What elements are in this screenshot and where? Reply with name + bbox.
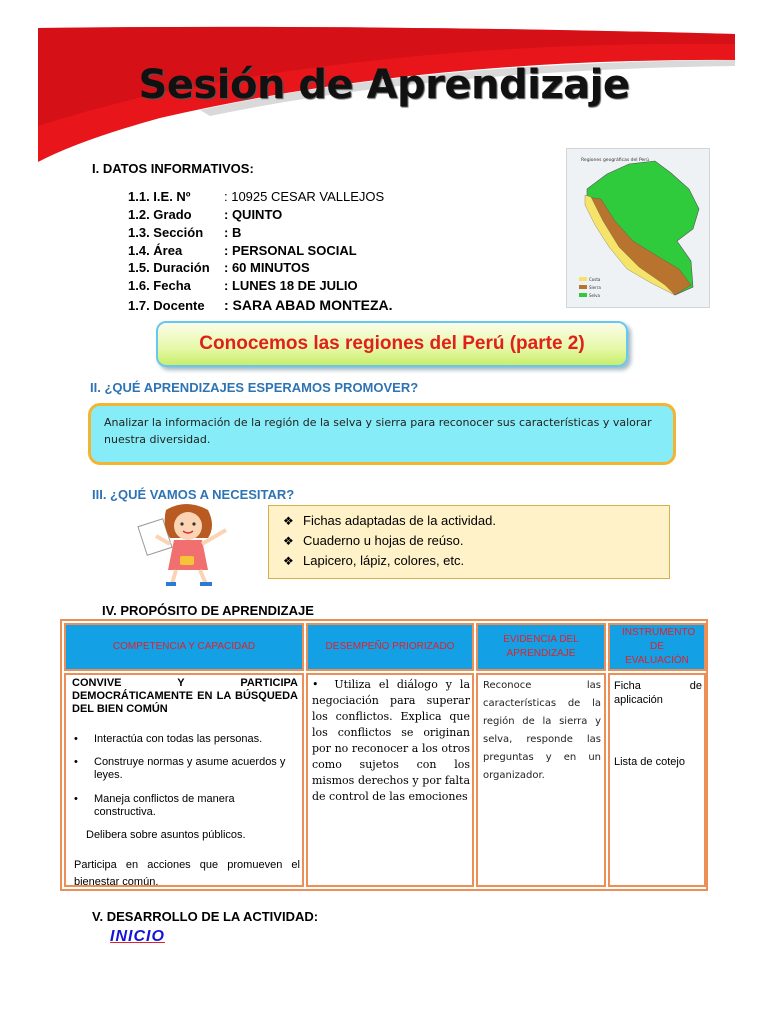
capacidad-participa: Participa en acciones que promueven el bienestar común.: [74, 859, 300, 888]
table-cell-instrumento: [608, 673, 706, 887]
section-1-heading: I. DATOS INFORMATIVOS:: [92, 161, 254, 176]
materials-box: [268, 505, 670, 579]
list-item: •: [74, 733, 78, 745]
section-5-heading: V. DESARROLLO DE LA ACTIVIDAD:: [92, 909, 319, 924]
table-header-desempeno: DESEMPEÑO PRIORIZADO: [306, 623, 474, 671]
capacidad-delibera: Delibera sobre asuntos públicos.: [86, 829, 246, 841]
map-title: Regiones geográficas del Perú: [581, 158, 649, 163]
capacidad-3: Maneja conflictos de manera constructiva.: [94, 793, 235, 818]
learning-goal-text: Analizar la información de la región de la selva y sierra para reconocer sus características y valorar nuestra diversidad.: [104, 416, 652, 446]
desempeno-text: Utiliza el diálogo y la negociación para superar los conflictos. Explica que los conflictos se originan por no reconocer a los otros como sujetos con los mismos derechos y por falta de control de las emociones: [312, 678, 471, 803]
info-row-grado: 1.2. Grado : QUINTO: [128, 207, 283, 222]
inicio-label: INICIO: [110, 928, 165, 945]
info-row-fecha: 1.6. Fecha : LUNES 18 DE JULIO: [128, 278, 358, 293]
evidencia-text: Reconoce las características de la región de la sierra y selva, responde las preguntas y en un organizador.: [483, 680, 601, 781]
list-item: •: [74, 756, 78, 768]
diamond-bullet-icon: ❖: [283, 514, 294, 528]
diamond-bullet-icon: ❖: [283, 554, 294, 568]
diamond-bullet-icon: ❖: [283, 534, 294, 548]
info-row-area: 1.4. Área : PERSONAL SOCIAL: [128, 243, 357, 258]
section-4-heading: IV. PROPÓSITO DE APRENDIZAJE: [102, 603, 314, 618]
list-item: •: [74, 793, 78, 805]
girl-illustration: [136, 500, 246, 588]
table-header-evidencia: EVIDENCIA DEL APRENDIZAJE: [476, 623, 606, 671]
map-legend-sierra: Sierra: [589, 285, 601, 290]
table-cell-evidencia: [476, 673, 606, 887]
materials-item: ❖ Cuaderno u hojas de reúso.: [283, 531, 669, 551]
map-legend-selva: Selva: [589, 293, 600, 298]
materials-item: ❖ Lapicero, lápiz, colores, etc.: [283, 551, 669, 571]
bullet-icon: •: [312, 678, 335, 691]
info-row-duracion: 1.5. Duración : 60 MINUTOS: [128, 260, 310, 275]
topic-title: Conocemos las regiones del Perú (parte 2): [199, 333, 585, 354]
learning-goal-box: [88, 403, 676, 465]
section-2-heading: II. ¿QUÉ APRENDIZAJES ESPERAMOS PROMOVER?: [90, 380, 419, 395]
map-legend-costa: Costa: [589, 277, 601, 282]
materials-item: ❖ Fichas adaptadas de la actividad.: [283, 511, 669, 531]
instrumento-2: Lista de cotejo: [614, 756, 685, 768]
instrumento-1: Ficha de aplicación: [614, 680, 702, 706]
topic-banner: [156, 321, 628, 367]
info-row-docente: 1.7. Docente : SARA ABAD MONTEZA.: [128, 297, 393, 313]
table-header-competencia: COMPETENCIA Y CAPACIDAD: [64, 623, 304, 671]
capacidad-2: Construye normas y asume acuerdos y leyes.: [94, 756, 286, 781]
info-row-seccion: 1.3. Sección : B: [128, 225, 242, 240]
competencia-title: CONVIVE Y PARTICIPA DEMOCRÁTICAMENTE EN LA BÚSQUEDA DEL BIEN COMÚN: [72, 677, 298, 715]
table-cell-desempeno: [306, 673, 474, 887]
capacidad-1: Interactúa con todas las personas.: [94, 733, 263, 745]
table-cell-competencia: [64, 673, 304, 887]
info-row-ie: 1.1. I.E. Nº : 10925 CESAR VALLEJOS: [128, 189, 385, 204]
table-header-instrumento: INSTRUMENTO DE EVALUACIÓN: [608, 623, 706, 671]
purpose-table: [60, 619, 708, 891]
page-title: Sesión de Aprendizaje: [138, 62, 630, 108]
section-3-heading: III. ¿QUÉ VAMOS A NECESITAR?: [92, 487, 295, 502]
peru-map-image: [566, 148, 710, 308]
